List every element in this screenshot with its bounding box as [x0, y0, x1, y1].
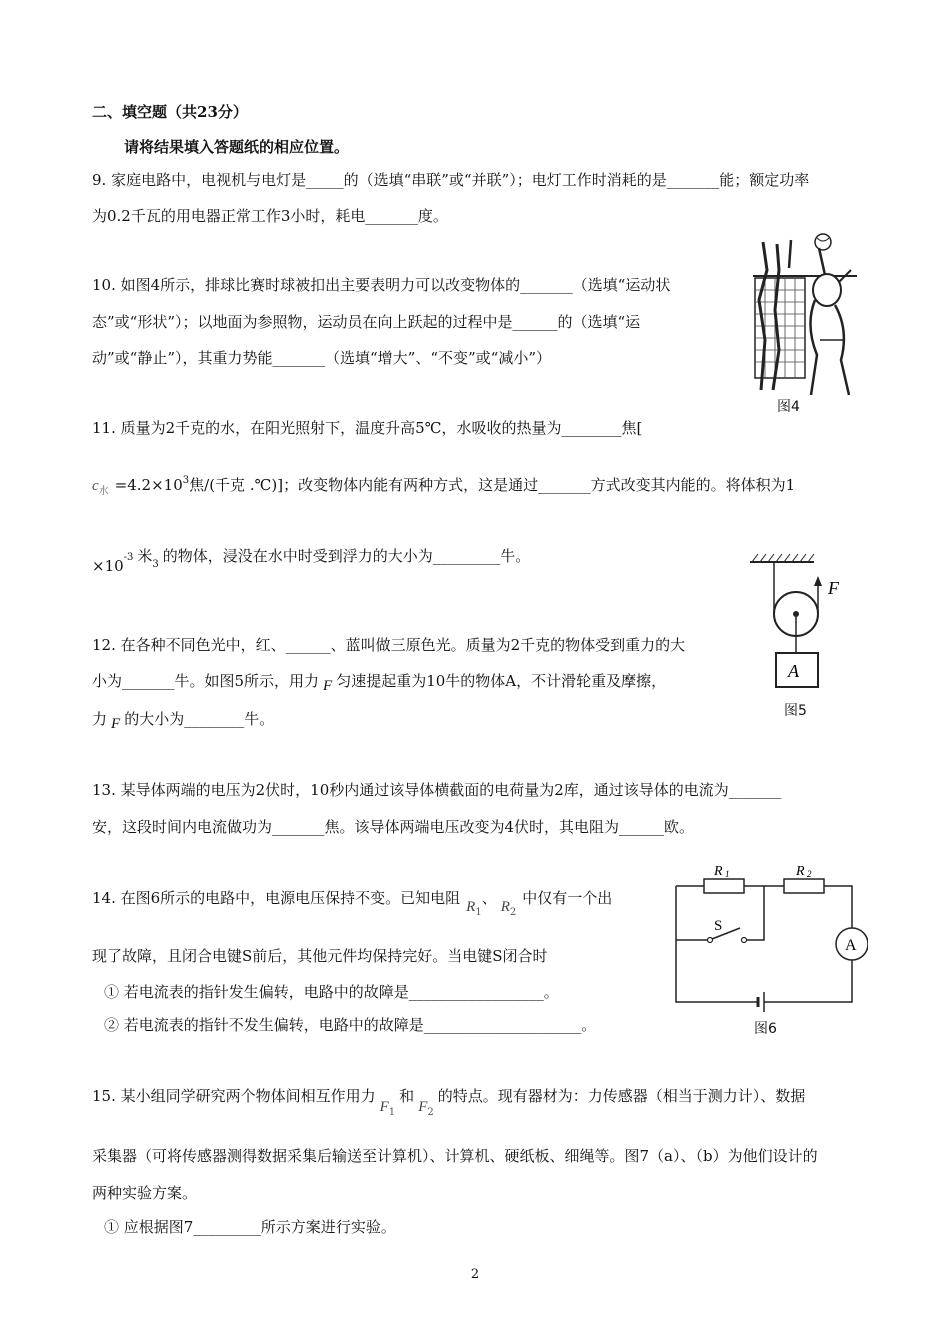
- volume-unit: 米: [137, 547, 153, 565]
- svg-text:2: 2: [807, 869, 812, 879]
- r2-subscript: 2: [509, 907, 517, 918]
- q14-line1a: 14. 在图6所示的电路中，电源电压保持不变。已知电阻: [92, 889, 461, 907]
- f1-subscript: 1: [388, 1107, 396, 1118]
- resistor-R2: [784, 879, 824, 893]
- volume-unit-exponent: 3: [152, 559, 159, 570]
- section-instruction: 请将结果填入答题纸的相应位置。: [124, 138, 350, 156]
- q11-line3-rest: 的物体，浸没在水中时受到浮力的大小为_________牛。: [162, 547, 531, 565]
- q12-line1: 12. 在各种不同色光中，红、______、蓝叫做三原色光。质量为2千克的物体受到重力的大: [92, 636, 686, 654]
- q10-line1: 10. 如图4所示，排球比赛时球被扣出主要表明力可以改变物体的_______（选填“运动状: [92, 276, 671, 294]
- q14-line2: 现了故障，且闭合电键S前后，其他元件均保持完好。当电键S闭合时: [92, 947, 548, 965]
- q11-line3: [92, 542, 530, 575]
- q14-line3: ① 若电流表的指针发生偏转，电路中的故障是__________________。: [104, 983, 559, 1001]
- section-title: 二、填空题（共23分）: [92, 103, 248, 121]
- figure-4-label: 图4: [777, 399, 800, 415]
- figure-6: [668, 858, 868, 1043]
- r2-symbol: R: [500, 899, 510, 915]
- q15-line3: 两种实验方案。: [92, 1184, 198, 1202]
- q12-line2: [92, 671, 666, 692]
- figure-5-label: 图5: [784, 703, 807, 719]
- figure-5: [748, 548, 858, 723]
- q14-line4: ② 若电流表的指针不发生偏转，电路中的故障是_____________________。: [104, 1016, 597, 1034]
- r1-label: R: [714, 864, 723, 879]
- q15-line4: ① 应根据图7_________所示方案进行实验。: [104, 1218, 396, 1236]
- volleyball-figure: [745, 230, 860, 415]
- circuit-figure: [668, 858, 868, 1018]
- ball-shape: [815, 234, 831, 250]
- f1-symbol: F: [379, 1099, 389, 1115]
- q14-line1b: 中仅有一个出: [522, 889, 613, 907]
- force-symbol: F: [323, 678, 333, 694]
- q14-line1: [92, 888, 613, 918]
- c-symbol: c: [92, 478, 99, 494]
- q15-line2: 采集器（可将传感器测得数据采集后输送至计算机）、计算机、硬纸板、细绳等。图7（a）、（b）为他们设计的: [92, 1147, 818, 1165]
- f2-subscript: 2: [427, 1107, 434, 1118]
- q15-line1: [92, 1086, 806, 1118]
- q13-line1: 13. 某导体两端的电压为2伏时，10秒内通过该导体横截面的电荷量为2库，通过该导体的电流为_______: [92, 781, 782, 799]
- r2-label: R: [796, 864, 805, 879]
- q11-line1: 11. 质量为2千克的水，在阳光照射下，温度升高5℃，水吸收的热量为________焦[: [92, 419, 643, 437]
- q12-line3b: 的大小为________牛。: [124, 710, 275, 728]
- volume-exponent: -3: [123, 552, 134, 563]
- f2-symbol: F: [418, 1099, 428, 1115]
- q13-line2: 安，这段时间内电流做功为_______焦。该导体两端电压改变为4伏时，其电阻为______欧。: [92, 818, 695, 836]
- q10-line2: 态”或“形状”）；以地面为参照物，运动员在向上跃起的过程中是______的（选填“运: [92, 313, 641, 331]
- c-value: =4.2×10: [114, 476, 183, 494]
- resistor-separator: 、: [481, 889, 497, 907]
- q15-line1a: 15. 某小组同学研究两个物体间相互作用力: [92, 1087, 376, 1105]
- q12-line3a: 力: [92, 710, 108, 728]
- block-label: A: [788, 661, 799, 681]
- q15-and: 和: [399, 1087, 415, 1105]
- c-exponent: 3: [182, 475, 190, 486]
- q10-line3: 动”或“静止”），其重力势能_______（选填“增大”、“不变”或“减小”）: [92, 349, 552, 367]
- q9-line2: 为0.2千瓦的用电器正常工作3小时，耗电_______度。: [92, 207, 448, 225]
- svg-text:1: 1: [725, 869, 730, 879]
- c-subscript: 水: [98, 486, 109, 497]
- figure-6-label: 图6: [754, 1021, 777, 1037]
- r1-subscript: 1: [475, 907, 482, 918]
- force-label: F: [828, 578, 839, 598]
- q11-line2-rest: 焦/(千克 .℃)]；改变物体内能有两种方式，这是通过_______方式改变其内能的。将体积为1: [189, 476, 796, 494]
- volume-prefix: ×10: [92, 557, 124, 575]
- r1-symbol: R: [466, 899, 476, 915]
- ammeter-label: A: [845, 937, 857, 954]
- q9-line1: 9. 家庭电路中，电视机与电灯是_____的（选填“串联”或“并联”）；电灯工作时消耗的是_______能；额定功率: [92, 171, 810, 189]
- pulley-figure: [748, 548, 858, 698]
- switch-label: S: [714, 918, 723, 934]
- q15-line1b: 的特点。现有器材为：力传感器（相当于测力计）、数据: [437, 1087, 806, 1105]
- resistor-R1: [704, 879, 744, 893]
- figure-4: [745, 230, 860, 415]
- q12-line2a: 小为_______牛。如图5所示，用力: [92, 672, 320, 690]
- q12-line3: [92, 709, 274, 730]
- q11-line2: [92, 471, 795, 502]
- force-symbol-2: F: [111, 716, 121, 732]
- q12-line2b: 匀速提起重为10牛的物体A，不计滑轮重及摩擦，: [336, 672, 667, 690]
- page-number: 2: [470, 1267, 480, 1282]
